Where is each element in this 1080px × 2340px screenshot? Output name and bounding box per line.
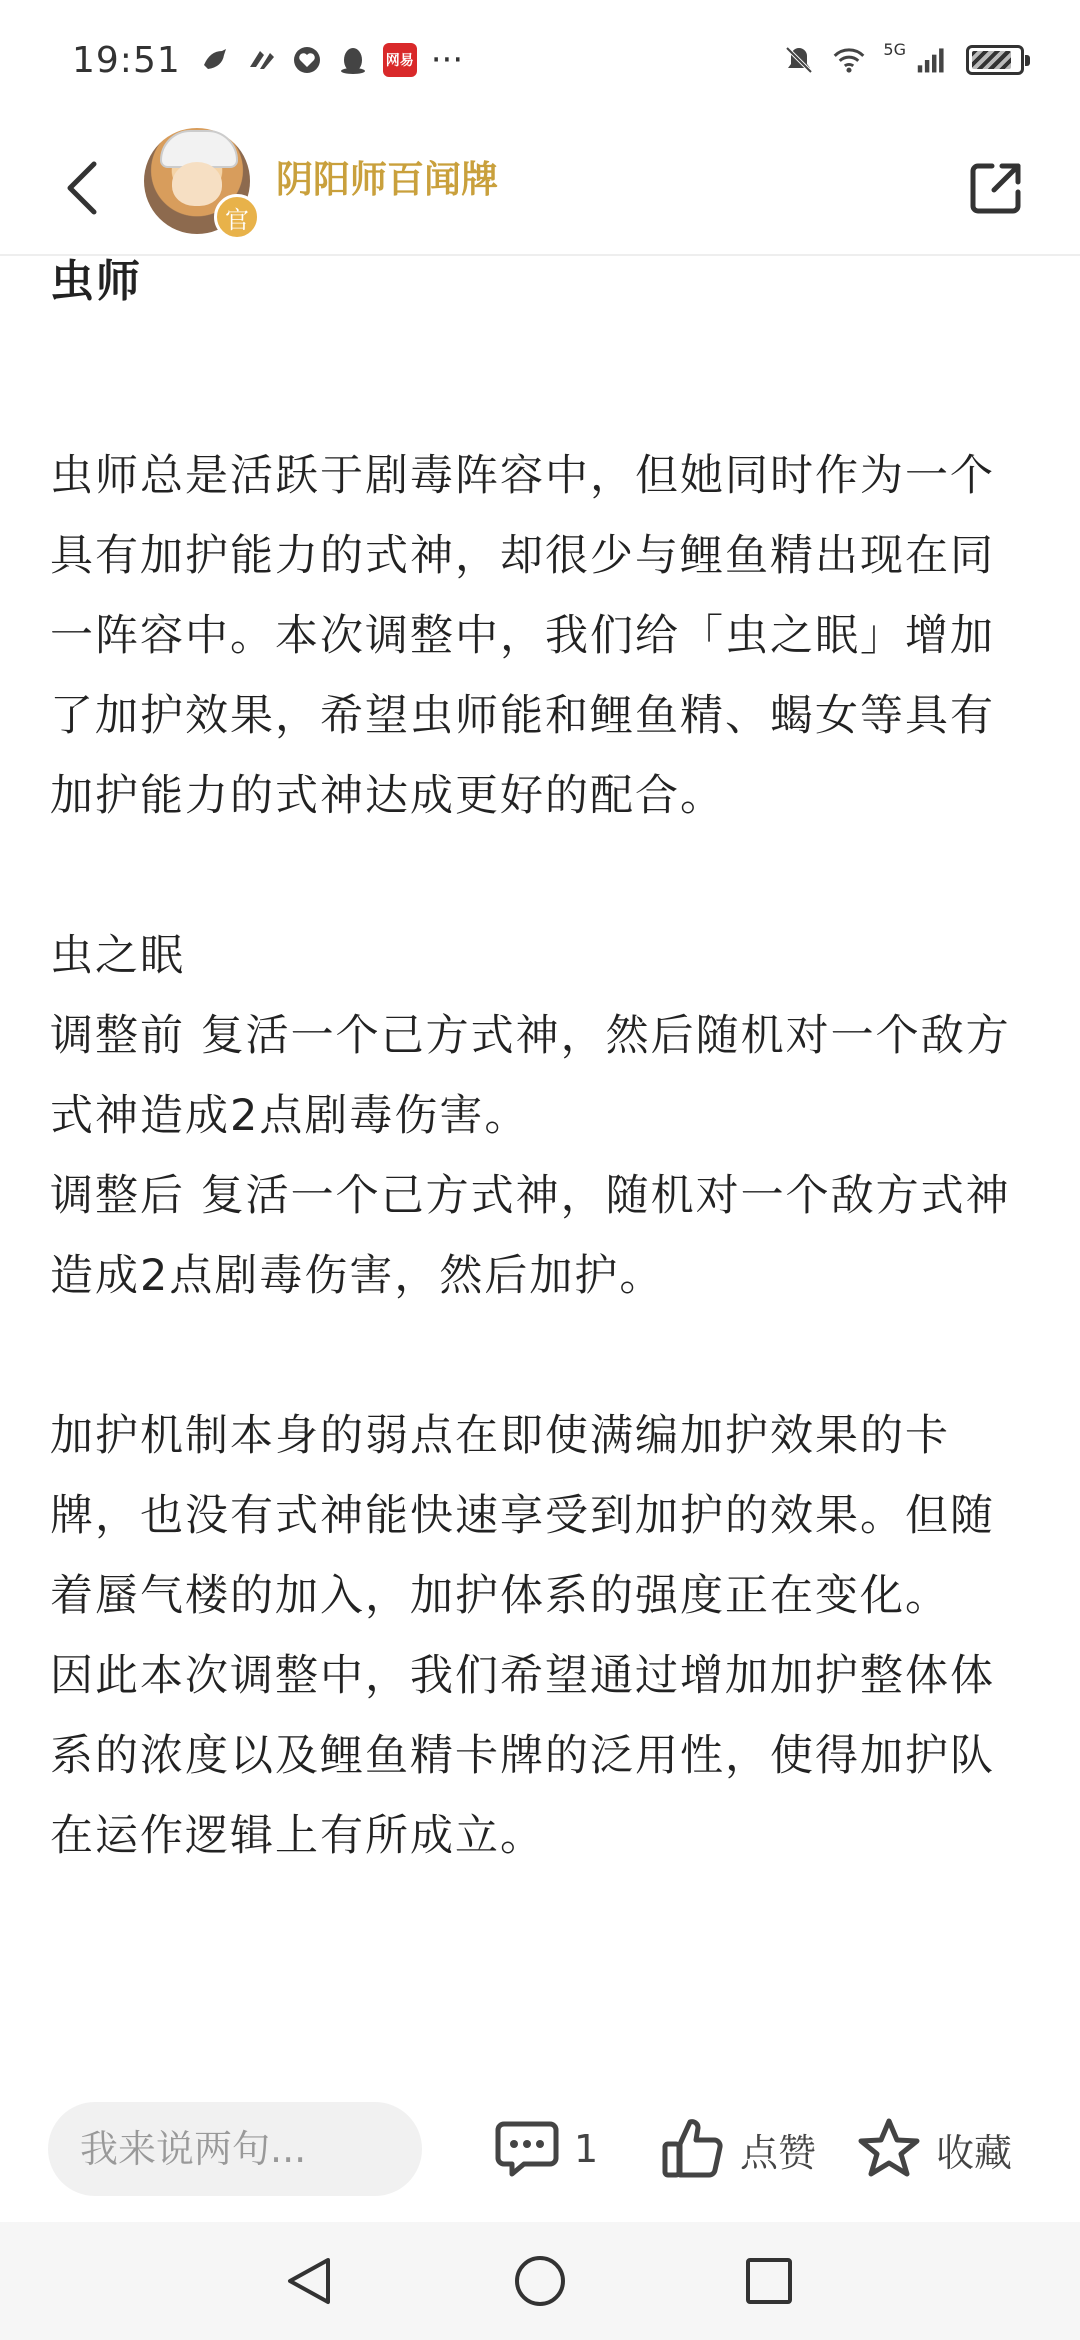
circle-home-icon	[512, 2253, 568, 2309]
top-app-bar	[0, 120, 1080, 256]
nav-home-button[interactable]	[505, 2246, 575, 2316]
status-time: 19:51	[72, 39, 181, 81]
mechanism-paragraph: 加护机制本身的弱点在即使满编加护效果的卡牌，也没有式神能快速享受到加护的效果。但随着蜃气楼的加入，加护体系的强度正在变化。	[50, 1411, 995, 1621]
comment-button[interactable]	[494, 2106, 598, 2192]
like-button[interactable]	[660, 2106, 816, 2192]
triangle-back-icon	[284, 2254, 334, 2308]
wifi-icon	[833, 44, 865, 76]
system-navigation-bar	[0, 2222, 1080, 2340]
thumbs-up-icon	[660, 2116, 726, 2182]
chevron-app-icon	[245, 44, 277, 76]
back-button[interactable]	[44, 150, 120, 226]
like-label: 点赞	[740, 2130, 817, 2175]
share-button[interactable]	[958, 150, 1034, 226]
more-notifications-icon: ···	[430, 40, 464, 80]
notification-icons	[199, 40, 463, 80]
favorite-label: 收藏	[936, 2130, 1013, 2175]
article-body	[50, 256, 1035, 1876]
favorite-button[interactable]	[856, 2106, 1012, 2192]
status-bar	[0, 0, 1080, 120]
comment-icon	[494, 2116, 560, 2182]
star-icon	[856, 2116, 922, 2182]
spacer	[50, 836, 1035, 916]
before-adjustment-text: 调整前 复活一个己方式神，然后随机对一个敌方式神造成2点剧毒伤害。	[50, 1011, 1011, 1141]
conclusion-paragraph: 因此本次调整中，我们希望通过增加加护整体体系的浓度以及鲤鱼精卡牌的泛用性，使得加护队在运作逻辑上有所成立。	[50, 1651, 995, 1861]
comment-input[interactable]	[48, 2102, 422, 2196]
spacer	[50, 312, 1035, 436]
bird-app-icon	[199, 44, 231, 76]
avatar-face-shape	[172, 162, 222, 206]
netease-app-icon: 网易	[383, 43, 417, 77]
article-intro-paragraph: 虫师总是活跃于剧毒阵容中，但她同时作为一个具有加护能力的式神，却很少与鲤鱼精出现在同一阵容中。本次调整中，我们给「虫之眠」增加了加护效果，希望虫师能和鲤鱼精、蝎女等具有加护能力的式神达成更好的配合。	[50, 451, 995, 821]
heart-app-icon	[291, 44, 323, 76]
spacer	[50, 1316, 1035, 1396]
mute-bell-icon	[783, 44, 815, 76]
network-type-label: 5G	[883, 40, 906, 59]
signal-icon	[916, 44, 948, 76]
status-right	[783, 40, 1024, 76]
chevron-left-icon	[62, 158, 102, 218]
card-name: 虫之眠	[50, 931, 185, 981]
qq-penguin-icon	[337, 44, 369, 76]
nav-back-button[interactable]	[274, 2246, 344, 2316]
comment-count: 1	[574, 2127, 599, 2171]
article-section-title: 虫师	[50, 256, 142, 307]
after-adjustment-text: 调整后 复活一个己方式神，随机对一个敌方式神造成2点剧毒伤害，然后加护。	[50, 1171, 1011, 1301]
battery-icon	[966, 45, 1024, 75]
share-icon	[966, 158, 1026, 218]
bottom-action-bar	[0, 2094, 1080, 2204]
account-name[interactable]: 阴阳师百闻牌	[276, 158, 498, 201]
official-badge: 官	[214, 194, 260, 240]
nav-recent-apps-button[interactable]	[734, 2246, 804, 2316]
square-recents-icon	[743, 2255, 795, 2307]
